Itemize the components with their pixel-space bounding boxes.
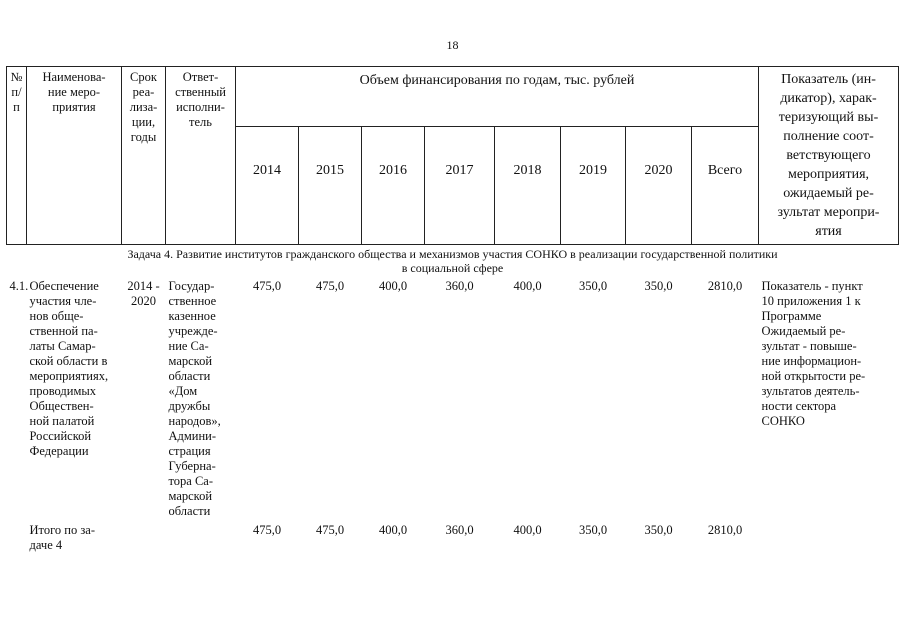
total-value-2019: 350,0 (578, 523, 608, 537)
row-value-2020: 350,0 (644, 279, 673, 293)
total-value-2017: 360,0 (445, 523, 474, 537)
total-row (7, 521, 899, 555)
header-year-2016: 2016 (362, 127, 425, 245)
row-value-2015: 475,0 (315, 279, 345, 293)
task-heading: Задача 4. Развитие институтов гражданского общества и механизмов участия СОНКО в реализации государственной политики в социальной сфере (127, 247, 778, 275)
total-indicator (759, 521, 899, 555)
header-year-total: Всего (692, 127, 759, 245)
total-num (7, 521, 27, 555)
row-value-total: 2810,0 (707, 279, 743, 293)
total-term (122, 521, 166, 555)
header-year-2014: 2014 (236, 127, 299, 245)
header-num: № п/п (7, 67, 27, 245)
total-value-2018: 400,0 (513, 523, 542, 537)
header-name: Наименова- ние меро- приятия (27, 67, 122, 245)
financing-table (6, 66, 899, 555)
row-num: 4.1. (9, 279, 29, 293)
table-row (7, 277, 899, 521)
row-value-2014: 475,0 (252, 279, 282, 293)
task-heading-row (7, 245, 899, 278)
row-value-2018: 400,0 (513, 279, 542, 293)
header-row-top (7, 67, 899, 127)
row-indicator: Показатель - пункт 10 приложения 1 к Программе Ожидаемый ре- зультат - повыше- ние информацион- ной открытости ре- зультатов деятель- ности сектора СОНКО (761, 279, 866, 428)
row-value-2016: 400,0 (378, 279, 408, 293)
total-value-2014: 475,0 (252, 523, 282, 537)
total-executor (166, 521, 236, 555)
header-year-2018: 2018 (495, 127, 561, 245)
header-financing: Объем финансирования по годам, тыс. рублей (236, 67, 759, 127)
page-number: 18 (446, 38, 459, 52)
total-value-2020: 350,0 (644, 523, 673, 537)
header-term: Срок реа- лиза- ции, годы (122, 67, 166, 245)
total-value-2016: 400,0 (378, 523, 408, 537)
header-year-2015: 2015 (299, 127, 362, 245)
row-executor: Государ- ственное казенное учрежде- ние Са- марской области «Дом дружбы народов», Админи- страция Губерна- тора Са- марской области (168, 279, 221, 518)
total-value-total: 2810,0 (707, 523, 743, 537)
row-term: 2014 - 2020 (127, 279, 160, 308)
header-year-2017: 2017 (425, 127, 495, 245)
row-value-2019: 350,0 (578, 279, 608, 293)
header-executor: Ответ- ственный исполни- тель (166, 67, 236, 245)
total-value-2015: 475,0 (315, 523, 345, 537)
row-name: Обеспечение участия чле- нов обще- ственной па- латы Самар- ской области в мероприятиях, проводимых Обществен- ной палатой Российской Федерации (29, 279, 109, 458)
total-label: Итого по за- даче 4 (29, 523, 95, 552)
header-year-2019: 2019 (561, 127, 626, 245)
header-indicator: Показатель (ин- дикатор), харак- теризующий вы- полнение соот- ветствующего мероприятия, ожидаемый ре- зультат меропри- ятия (759, 67, 899, 245)
row-value-2017: 360,0 (445, 279, 474, 293)
header-year-2020: 2020 (626, 127, 692, 245)
